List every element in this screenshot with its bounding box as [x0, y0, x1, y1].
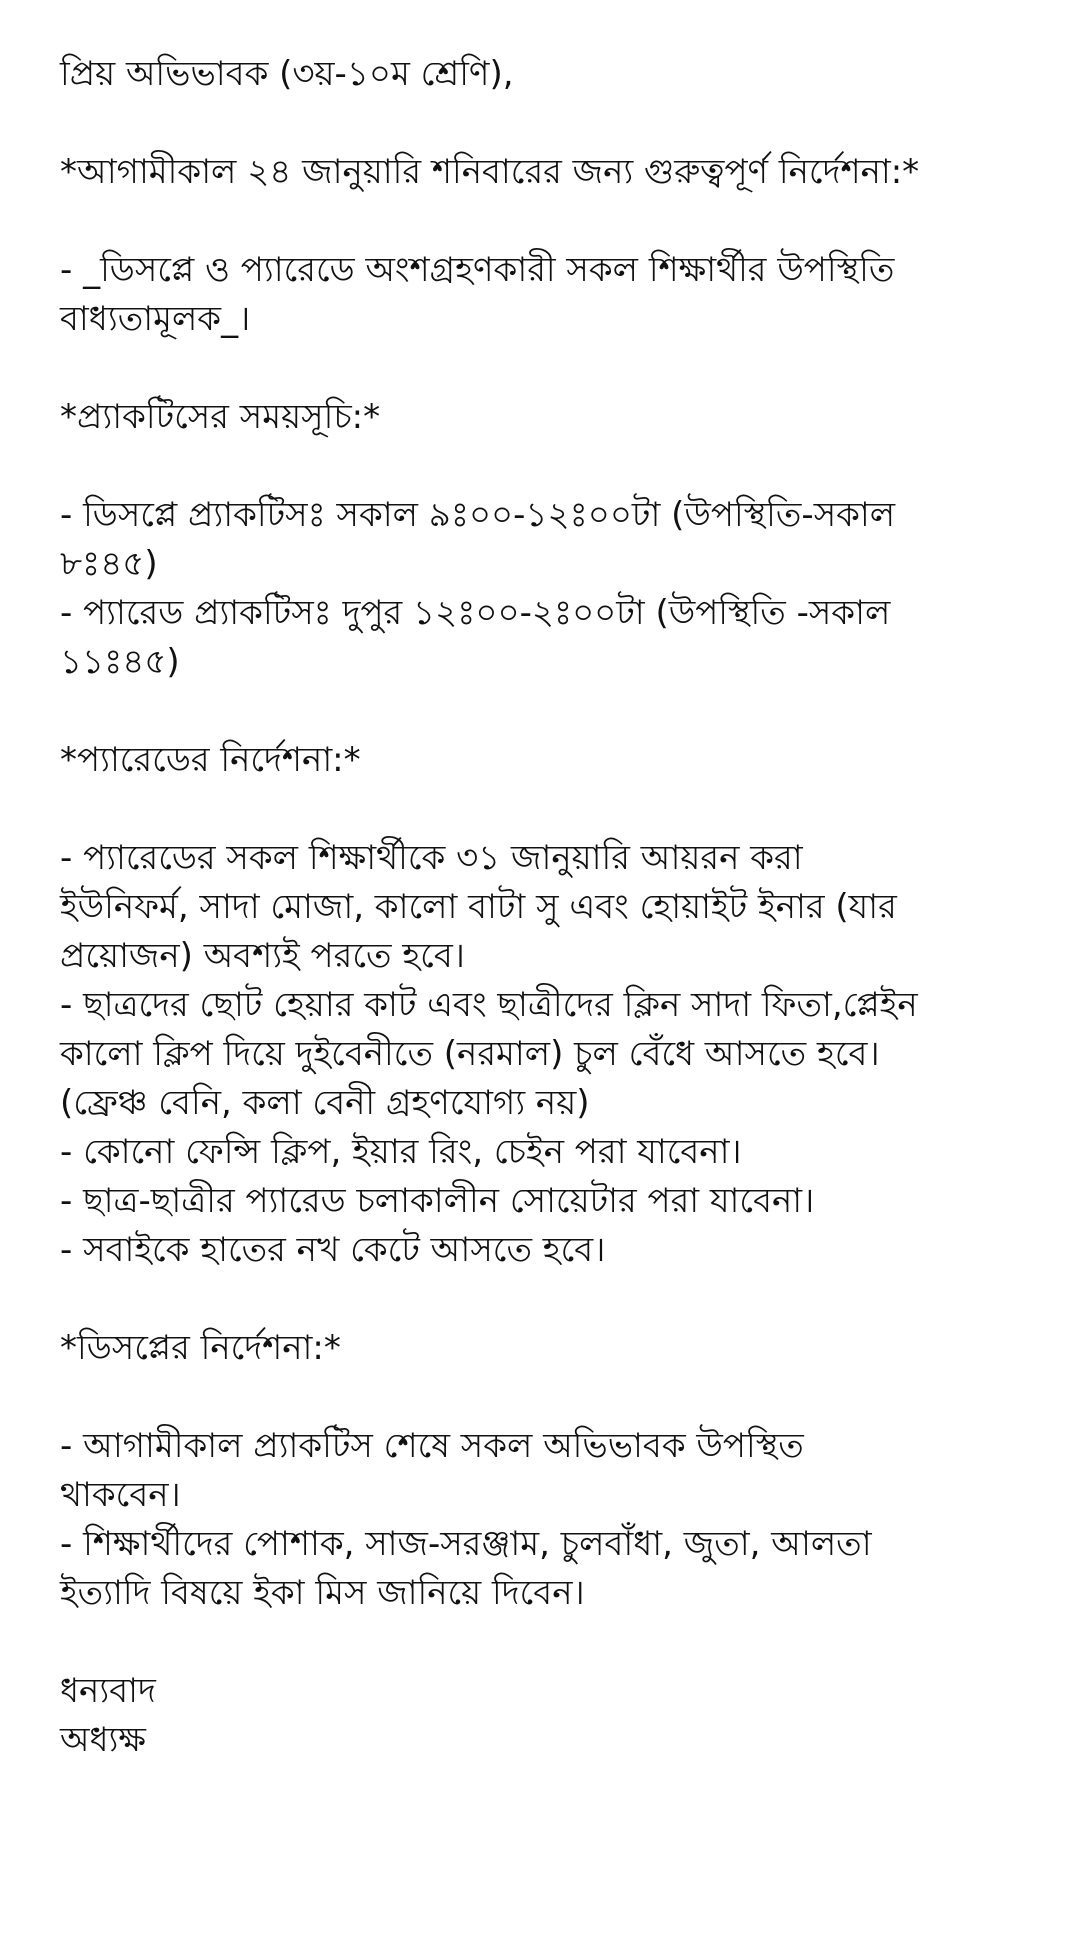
- parade-hair-line: কালো ক্লিপ দিয়ে দুইবেনীতে (নরমাল) চুল বেঁধে আসতে হবে।: [60, 1034, 880, 1074]
- schedule-parade-line: - প্যারেড প্র্যাকটিসঃ দুপুর ১২ঃ০০-২ঃ০০টা (উপস্থিতি -সকাল: [60, 593, 891, 633]
- spacer: [60, 687, 1020, 736]
- schedule-display-line: - ডিসপ্লে প্র্যাকটিসঃ সকাল ৯ঃ০০-১২ঃ০০টা (উপস্থিতি-সকাল: [60, 495, 896, 535]
- parade-accessories-line: - কোনো ফেন্সি ক্লিপ, ইয়ার রিং, চেইন পরা যাবেনা।: [60, 1132, 742, 1172]
- parade-hair-line: - ছাত্রদের ছোট হেয়ার কাট এবং ছাত্রীদের ক্লিন সাদা ফিতা,প্লেইন: [60, 985, 918, 1025]
- spacer: [60, 344, 1020, 393]
- parade-uniform-line: ইউনিফর্ম, সাদা মোজা, কালো বাটা সু এবং হোয়াইট ইনার (যার: [60, 887, 897, 927]
- spacer: [60, 99, 1020, 148]
- spacer: [60, 197, 1020, 246]
- parade-nails-line: - সবাইকে হাতের নখ কেটে আসতে হবে।: [60, 1230, 606, 1270]
- greeting: প্রিয় অভিভাবক (৩য়-১০ম শ্রেণি),: [60, 54, 514, 94]
- display-attire-line: ইত্যাদি বিষয়ে ইকা মিস জানিয়ে দিবেন।: [60, 1573, 585, 1613]
- attendance-line: বাধ্যতামূলক_।: [60, 299, 251, 339]
- headline: *আগামীকাল ২৪ জানুয়ারি শনিবারের জন্য গুরুত্বপূর্ণ নির্দেশনা:*: [60, 152, 920, 192]
- attendance-line: - _ডিসপ্লে ও প্যারেডে অংশগ্রহণকারী সকল শিক্ষার্থীর উপস্থিতি: [60, 250, 895, 290]
- parade-sweater-line: - ছাত্র-ছাত্রীর প্যারেড চলাকালীন সোয়েটার পরা যাবেনা।: [60, 1181, 815, 1221]
- spacer: [60, 1373, 1020, 1422]
- parade-uniform-line: - প্যারেডের সকল শিক্ষার্থীকে ৩১ জানুয়ারি আয়রন করা: [60, 838, 803, 878]
- schedule-parade-line: ১১ঃ৪৫): [60, 642, 180, 682]
- schedule-heading: *প্র্যাকটিসের সময়সূচি:*: [60, 397, 381, 437]
- spacer: [60, 785, 1020, 834]
- display-guardians-line: থাকবেন।: [60, 1475, 181, 1515]
- parade-uniform-line: প্রয়োজন) অবশ্যই পরতে হবে।: [60, 936, 465, 976]
- closing-thanks: ধন্যবাদ: [60, 1671, 156, 1711]
- signature: অধ্যক্ষ: [60, 1720, 146, 1760]
- display-heading: *ডিসপ্লের নির্দেশনা:*: [60, 1328, 341, 1368]
- display-attire-line: - শিক্ষার্থীদের পোশাক, সাজ-সরঞ্জাম, চুলবাঁধা, জুতা, আলতা: [60, 1524, 872, 1564]
- parade-hair-line: (ফ্রেঞ্চ বেনি, কলা বেনী গ্রহণযোগ্য নয়): [60, 1083, 590, 1123]
- parade-heading: *প্যারেডের নির্দেশনা:*: [60, 740, 361, 780]
- schedule-display-line: ৮ঃ৪৫): [60, 544, 158, 584]
- display-guardians-line: - আগামীকাল প্র্যাকটিস শেষে সকল অভিভাবক উপস্থিত: [60, 1426, 804, 1466]
- spacer: [60, 1618, 1020, 1667]
- spacer: [60, 1275, 1020, 1324]
- spacer: [60, 442, 1020, 491]
